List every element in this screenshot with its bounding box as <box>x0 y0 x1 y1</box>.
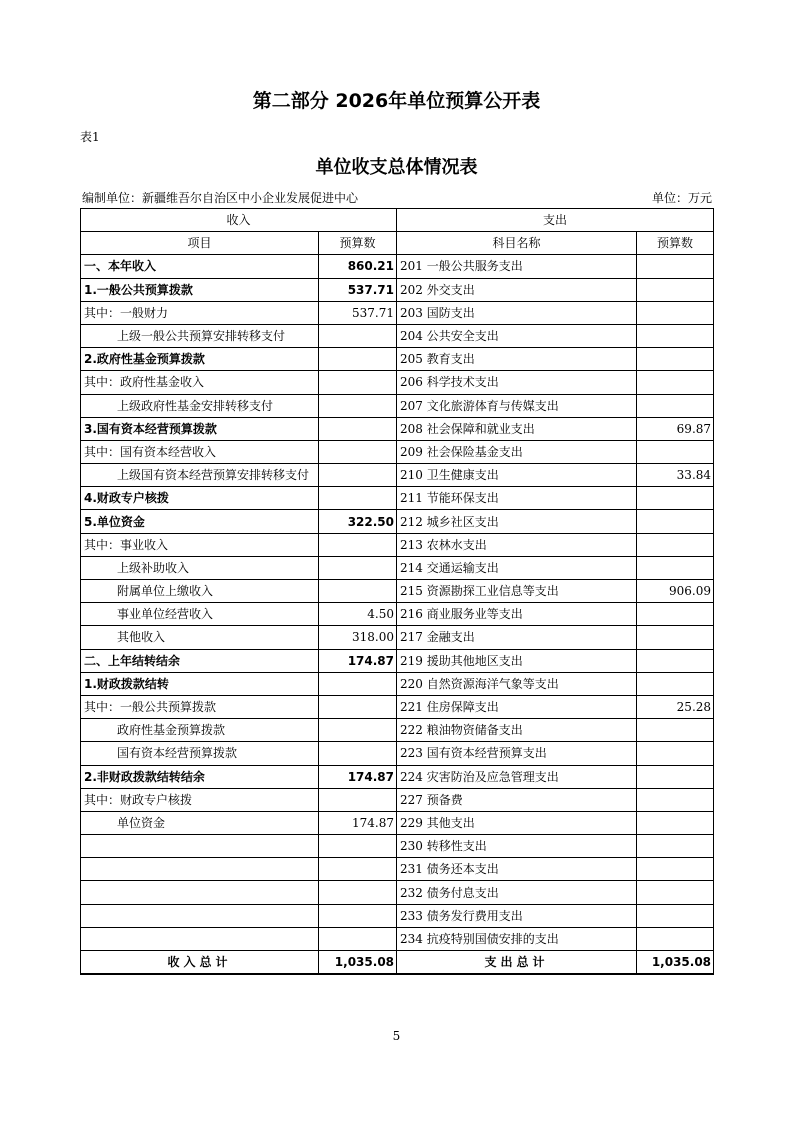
expense-item-cell: 217 金融支出 <box>397 626 637 649</box>
expense-value-cell <box>637 556 714 579</box>
income-value-cell <box>319 487 397 510</box>
income-item-cell: 事业单位经营收入 <box>81 603 319 626</box>
expense-item-cell: 207 文化旅游体育与传媒支出 <box>397 394 637 417</box>
income-value-cell: 174.87 <box>319 765 397 788</box>
subject-name-header: 科目名称 <box>397 232 637 255</box>
income-item-cell: 其中：政府性基金收入 <box>81 371 319 394</box>
table-row <box>81 904 714 927</box>
expense-value-cell <box>637 394 714 417</box>
expense-item-cell: 219 援助其他地区支出 <box>397 649 637 672</box>
income-value-cell <box>319 742 397 765</box>
income-value-cell <box>319 394 397 417</box>
income-value-cell: 537.71 <box>319 278 397 301</box>
total-row <box>81 951 714 975</box>
income-value-cell: 318.00 <box>319 626 397 649</box>
income-value-cell <box>319 371 397 394</box>
table-row <box>81 556 714 579</box>
table-row <box>81 858 714 881</box>
income-item-cell: 政府性基金预算拨款 <box>81 719 319 742</box>
income-item-cell <box>81 927 319 950</box>
table-row <box>81 649 714 672</box>
income-item-cell: 2.非财政拨款结转结余 <box>81 765 319 788</box>
income-value-cell <box>319 788 397 811</box>
table-row <box>81 811 714 834</box>
expense-item-cell: 221 住房保障支出 <box>397 695 637 718</box>
table-row <box>81 927 714 950</box>
table-row <box>81 301 714 324</box>
expense-value-cell <box>637 278 714 301</box>
expense-value-cell <box>637 487 714 510</box>
table-row <box>81 719 714 742</box>
expense-item-cell: 202 外交支出 <box>397 278 637 301</box>
income-item-cell: 国有资本经营预算拨款 <box>81 742 319 765</box>
income-value-cell: 174.87 <box>319 649 397 672</box>
table-row <box>81 348 714 371</box>
income-total-label: 收入总计 <box>81 951 319 975</box>
expense-item-cell: 208 社会保障和就业支出 <box>397 417 637 440</box>
expense-item-cell: 204 公共安全支出 <box>397 324 637 347</box>
income-item-cell: 其中：一般公共预算拨款 <box>81 695 319 718</box>
income-item-cell: 1.财政拨款结转 <box>81 672 319 695</box>
income-header: 收入 <box>81 209 397 232</box>
table-row <box>81 510 714 533</box>
table-row <box>81 440 714 463</box>
income-item-cell: 其中：事业收入 <box>81 533 319 556</box>
expense-item-cell: 224 灾害防治及应急管理支出 <box>397 765 637 788</box>
table-row <box>81 255 714 278</box>
income-item-cell: 4.财政专户核拨 <box>81 487 319 510</box>
expense-item-cell: 216 商业服务业等支出 <box>397 603 637 626</box>
expense-value-cell <box>637 719 714 742</box>
income-item-cell <box>81 881 319 904</box>
table-row <box>81 765 714 788</box>
table-row <box>81 417 714 440</box>
table-row <box>81 533 714 556</box>
income-value-cell <box>319 464 397 487</box>
expense-item-cell: 220 自然资源海洋气象等支出 <box>397 672 637 695</box>
income-item-cell: 其他收入 <box>81 626 319 649</box>
expense-value-cell <box>637 348 714 371</box>
expense-value-cell <box>637 788 714 811</box>
table-meta <box>82 189 712 206</box>
table-number: 表1 <box>80 130 100 144</box>
income-item-cell: 1.一般公共预算拨款 <box>81 278 319 301</box>
expense-value-cell <box>637 255 714 278</box>
income-item-cell <box>81 858 319 881</box>
expense-total-label: 支出总计 <box>397 951 637 975</box>
expense-value-cell <box>637 301 714 324</box>
expense-value-cell <box>637 881 714 904</box>
income-value-cell: 322.50 <box>319 510 397 533</box>
table-row <box>81 835 714 858</box>
expense-item-cell: 227 预备费 <box>397 788 637 811</box>
expense-value-cell <box>637 858 714 881</box>
table-row <box>81 278 714 301</box>
income-item-cell: 单位资金 <box>81 811 319 834</box>
item-header: 项目 <box>81 232 319 255</box>
expense-item-cell: 231 债务还本支出 <box>397 858 637 881</box>
expense-header: 支出 <box>397 209 714 232</box>
expense-item-cell: 229 其他支出 <box>397 811 637 834</box>
table-row <box>81 464 714 487</box>
income-item-cell <box>81 835 319 858</box>
expense-value-cell <box>637 927 714 950</box>
expense-item-cell: 234 抗疫特别国债安排的支出 <box>397 927 637 950</box>
prepared-by: 编制单位：新疆维吾尔自治区中小企业发展促进中心 <box>82 191 359 205</box>
income-value-cell <box>319 533 397 556</box>
expense-item-cell: 215 资源勘探工业信息等支出 <box>397 580 637 603</box>
column-header-row <box>81 232 714 255</box>
table-row <box>81 394 714 417</box>
page-title: 第二部分 2026年单位预算公开表 <box>252 90 541 112</box>
table-row <box>81 788 714 811</box>
income-value-cell <box>319 835 397 858</box>
income-item-cell: 5.单位资金 <box>81 510 319 533</box>
expense-item-cell: 201 一般公共服务支出 <box>397 255 637 278</box>
expense-item-cell: 210 卫生健康支出 <box>397 464 637 487</box>
expense-item-cell: 203 国防支出 <box>397 301 637 324</box>
income-item-cell: 3.国有资本经营预算拨款 <box>81 417 319 440</box>
income-value-cell <box>319 440 397 463</box>
expense-value-cell <box>637 603 714 626</box>
income-item-cell: 二、上年结转结余 <box>81 649 319 672</box>
expense-value-cell <box>637 626 714 649</box>
expense-value-cell <box>637 371 714 394</box>
income-value-cell <box>319 672 397 695</box>
income-value-cell <box>319 904 397 927</box>
expense-item-cell: 233 债务发行费用支出 <box>397 904 637 927</box>
income-value-cell: 860.21 <box>319 255 397 278</box>
expense-value-cell <box>637 533 714 556</box>
expense-value-cell <box>637 440 714 463</box>
unit-label: 单位：万元 <box>651 191 712 205</box>
income-value-cell <box>319 927 397 950</box>
expense-item-cell: 211 节能环保支出 <box>397 487 637 510</box>
income-item-cell: 其中：财政专户核拨 <box>81 788 319 811</box>
table-row <box>81 672 714 695</box>
income-item-cell: 上级政府性基金安排转移支付 <box>81 394 319 417</box>
income-value-cell <box>319 324 397 347</box>
expense-value-cell <box>637 672 714 695</box>
group-header-row <box>81 209 714 232</box>
expense-value-cell <box>637 811 714 834</box>
income-value-cell <box>319 580 397 603</box>
income-item-cell: 附属单位上缴收入 <box>81 580 319 603</box>
expense-item-cell: 232 债务付息支出 <box>397 881 637 904</box>
income-value-cell <box>319 719 397 742</box>
income-item-cell <box>81 904 319 927</box>
table-row <box>81 371 714 394</box>
expense-item-cell: 209 社会保险基金支出 <box>397 440 637 463</box>
budget-header-2: 预算数 <box>637 232 714 255</box>
income-value-cell <box>319 858 397 881</box>
expense-value-cell <box>637 742 714 765</box>
expense-value-cell <box>637 765 714 788</box>
expense-item-cell: 223 国有资本经营预算支出 <box>397 742 637 765</box>
expense-value-cell <box>637 324 714 347</box>
income-value-cell: 174.87 <box>319 811 397 834</box>
table-row <box>81 580 714 603</box>
income-item-cell: 上级一般公共预算安排转移支付 <box>81 324 319 347</box>
expense-value-cell: 25.28 <box>637 695 714 718</box>
table-row <box>81 881 714 904</box>
expense-item-cell: 222 粮油物资储备支出 <box>397 719 637 742</box>
budget-table <box>80 208 714 975</box>
expense-value-cell <box>637 510 714 533</box>
expense-total-value: 1,035.08 <box>637 951 714 975</box>
income-value-cell <box>319 417 397 440</box>
income-value-cell <box>319 881 397 904</box>
expense-item-cell: 214 交通运输支出 <box>397 556 637 579</box>
income-value-cell <box>319 695 397 718</box>
table-row <box>81 695 714 718</box>
income-total-value: 1,035.08 <box>319 951 397 975</box>
expense-item-cell: 212 城乡社区支出 <box>397 510 637 533</box>
expense-value-cell <box>637 835 714 858</box>
table-title: 单位收支总体情况表 <box>315 157 478 178</box>
income-value-cell: 4.50 <box>319 603 397 626</box>
income-item-cell: 其中：一般财力 <box>81 301 319 324</box>
table-row <box>81 626 714 649</box>
table-row <box>81 742 714 765</box>
expense-item-cell: 230 转移性支出 <box>397 835 637 858</box>
income-value-cell: 537.71 <box>319 301 397 324</box>
expense-item-cell: 206 科学技术支出 <box>397 371 637 394</box>
expense-item-cell: 213 农林水支出 <box>397 533 637 556</box>
expense-value-cell: 906.09 <box>637 580 714 603</box>
page-number: 5 <box>392 1029 401 1043</box>
income-value-cell <box>319 348 397 371</box>
expense-item-cell: 205 教育支出 <box>397 348 637 371</box>
budget-header: 预算数 <box>319 232 397 255</box>
table-row <box>81 324 714 347</box>
expense-value-cell <box>637 649 714 672</box>
table-row <box>81 487 714 510</box>
income-item-cell: 一、本年收入 <box>81 255 319 278</box>
expense-value-cell <box>637 904 714 927</box>
income-item-cell: 2.政府性基金预算拨款 <box>81 348 319 371</box>
expense-value-cell: 69.87 <box>637 417 714 440</box>
income-item-cell: 上级国有资本经营预算安排转移支付 <box>81 464 319 487</box>
income-item-cell: 其中：国有资本经营收入 <box>81 440 319 463</box>
expense-value-cell: 33.84 <box>637 464 714 487</box>
income-item-cell: 上级补助收入 <box>81 556 319 579</box>
table-row <box>81 603 714 626</box>
income-value-cell <box>319 556 397 579</box>
